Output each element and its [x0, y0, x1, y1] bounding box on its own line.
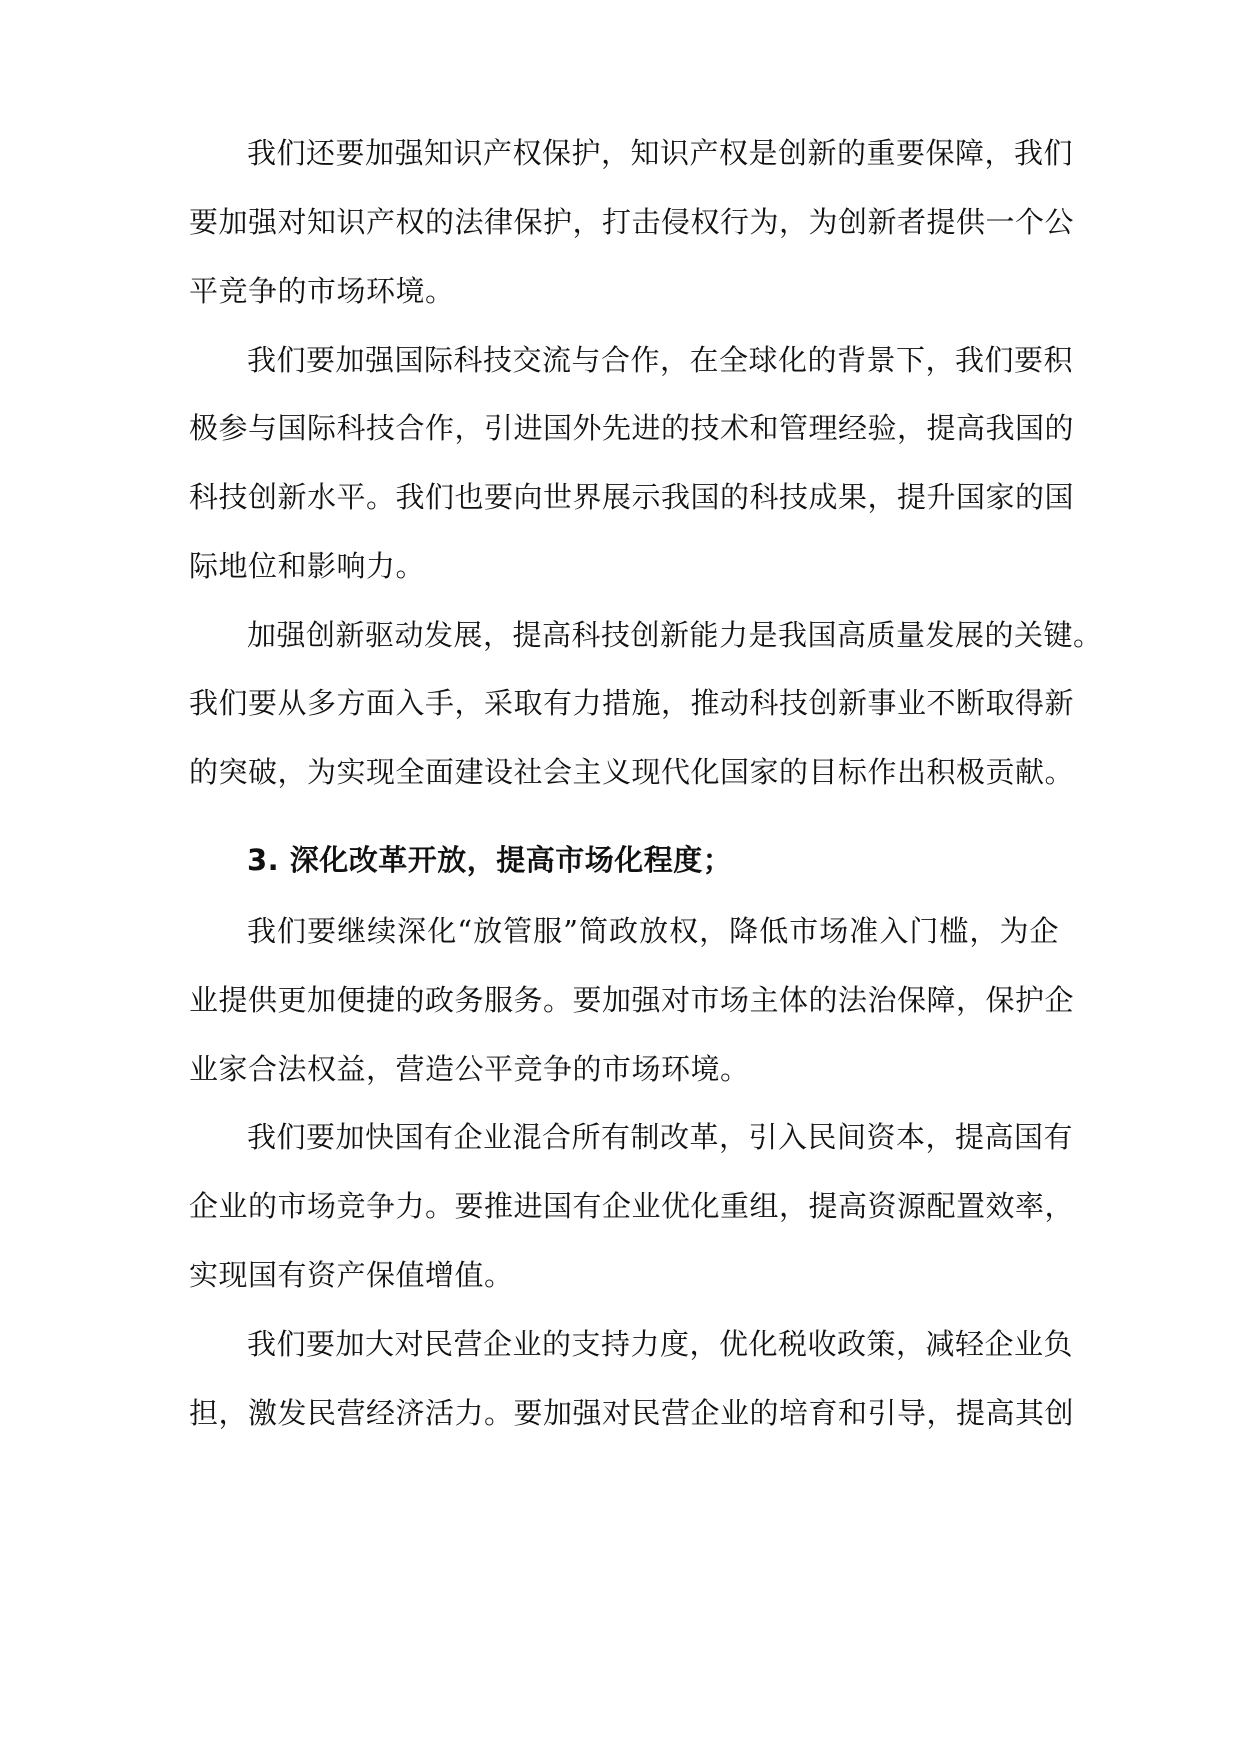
paragraph-1-line-2: 要加强对知识产权的法律保护，打击侵权行为，为创新者提供一个公: [189, 205, 1075, 239]
section-paragraph-3-line-2: 担，激发民营经济活力。要加强对民营企业的培育和引导，提高其创: [189, 1396, 1075, 1430]
section-paragraph-3-line-1: 我们要加大对民营企业的支持力度，优化税收政策，减轻企业负: [247, 1327, 1074, 1361]
paragraph-2-line-2: 极参与国际科技合作，引进国外先进的技术和管理经验，提高我国的: [189, 411, 1075, 445]
section-paragraph-2-line-2: 企业的市场竞争力。要推进国有企业优化重组，提高资源配置效率，: [189, 1189, 1075, 1223]
paragraph-2-line-4: 际地位和影响力。: [189, 549, 426, 583]
section-heading: 3. 深化改革开放，提高市场化程度；: [247, 843, 733, 877]
section-paragraph-2-line-3: 实现国有资产保值增值。: [189, 1258, 514, 1292]
paragraph-3-line-3: 的突破，为实现全面建设社会主义现代化国家的目标作出积极贡献。: [189, 755, 1075, 789]
paragraph-1-line-1: 我们还要加强知识产权保护，知识产权是创新的重要保障，我们: [247, 136, 1074, 170]
section-paragraph-1-line-2: 业提供更加便捷的政务服务。要加强对市场主体的法治保障，保护企: [189, 983, 1075, 1017]
section-paragraph-1-line-3: 业家合法权益，营造公平竞争的市场环境。: [189, 1052, 750, 1086]
paragraph-1-line-3: 平竞争的市场环境。: [189, 274, 455, 308]
paragraph-3-line-1: 加强创新驱动发展，提高科技创新能力是我国高质量发展的关键。: [247, 618, 1103, 652]
section-paragraph-1-line-1: 我们要继续深化“放管服”简政放权，降低市场准入门槛，为企: [247, 914, 1059, 948]
paragraph-2-line-3: 科技创新水平。我们也要向世界展示我国的科技成果，提升国家的国: [189, 480, 1075, 514]
paragraph-2-line-1: 我们要加强国际科技交流与合作，在全球化的背景下，我们要积: [247, 343, 1074, 377]
paragraph-3-line-2: 我们要从多方面入手，采取有力措施，推动科技创新事业不断取得新: [189, 686, 1075, 720]
section-paragraph-2-line-1: 我们要加快国有企业混合所有制改革，引入民间资本，提高国有: [247, 1120, 1074, 1154]
